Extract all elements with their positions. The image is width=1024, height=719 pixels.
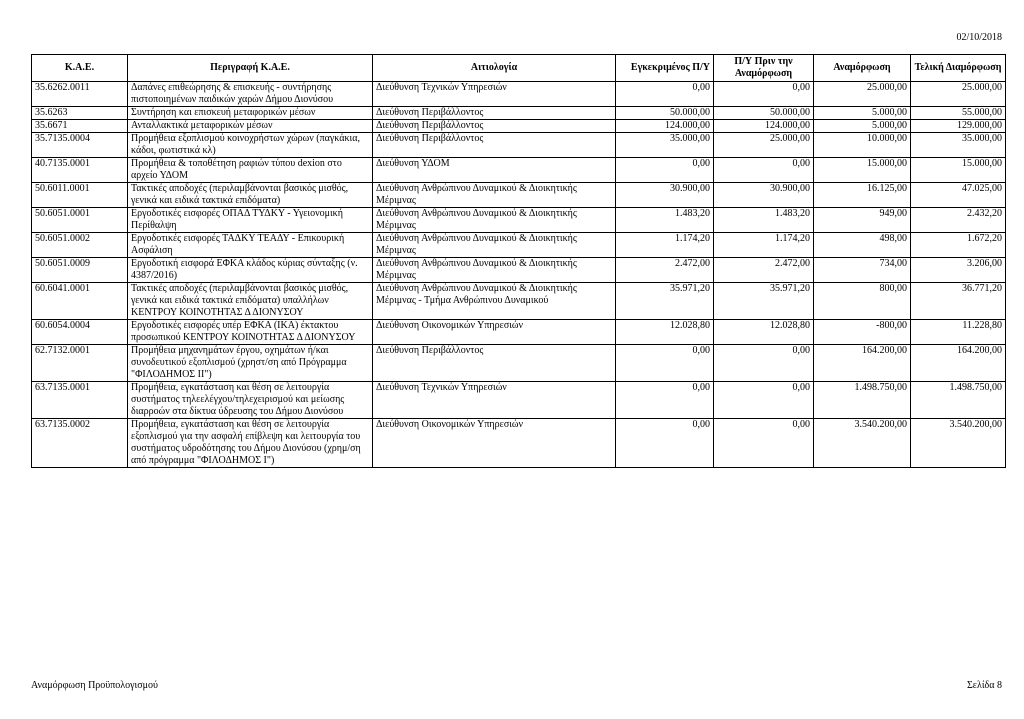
budget-table (31, 54, 1006, 468)
cell-change: 800,00 (814, 283, 911, 320)
table-row (32, 183, 1006, 208)
header-kae: Κ.Α.Ε. (32, 55, 128, 82)
cell-change: 1.498.750,00 (814, 382, 911, 419)
cell-approved: 0,00 (616, 382, 714, 419)
table-header-row (32, 55, 1006, 82)
cell-reason: Διεύθυνση Τεχνικών Υπηρεσιών (373, 82, 616, 107)
cell-approved: 30.900,00 (616, 183, 714, 208)
cell-change: -800,00 (814, 320, 911, 345)
cell-kae: 50.6011.0001 (32, 183, 128, 208)
cell-description: Τακτικές αποδοχές (περιλαμβάνονται βασικός μισθός, γενικά και ειδικά τακτικά επιδόματα) υπαλλήλων ΚΕΝΤΡΟΥ ΚΟΙΝΟΤΗΤΑΣ Δ ΔΙΟΝΥΣΟΥ (128, 283, 373, 320)
cell-kae: 50.6051.0002 (32, 233, 128, 258)
document-date: 02/10/2018 (956, 32, 1002, 43)
cell-before: 35.971,20 (714, 283, 814, 320)
cell-kae: 60.6041.0001 (32, 283, 128, 320)
cell-final: 47.025,00 (911, 183, 1006, 208)
table-row (32, 208, 1006, 233)
cell-before: 0,00 (714, 419, 814, 468)
cell-kae: 35.6671 (32, 120, 128, 133)
cell-before: 1.174,20 (714, 233, 814, 258)
cell-change: 3.540.200,00 (814, 419, 911, 468)
cell-approved: 0,00 (616, 419, 714, 468)
header-final: Τελική Διαμόρφωση (911, 55, 1006, 82)
cell-change: 498,00 (814, 233, 911, 258)
cell-change: 949,00 (814, 208, 911, 233)
cell-final: 129.000,00 (911, 120, 1006, 133)
cell-before: 30.900,00 (714, 183, 814, 208)
cell-final: 55.000,00 (911, 107, 1006, 120)
table-row (32, 120, 1006, 133)
cell-before: 0,00 (714, 382, 814, 419)
cell-kae: 35.6262.0011 (32, 82, 128, 107)
cell-description: Προμήθεια, εγκατάσταση και θέση σε λειτουργία εξοπλισμού για την ασφαλή επίβλεψη και λειτουργία του συστήματος υδροδότησης του Δήμου Διονύσου (χρημ/ση από πρόγραμμα "ΦΙΛΟΔΗΜΟΣ Ι") (128, 419, 373, 468)
cell-change: 10.000,00 (814, 133, 911, 158)
cell-kae: 63.7135.0002 (32, 419, 128, 468)
cell-change: 5.000,00 (814, 120, 911, 133)
table-row (32, 107, 1006, 120)
cell-reason: Διεύθυνση Περιβάλλοντος (373, 345, 616, 382)
cell-change: 15.000,00 (814, 158, 911, 183)
cell-description: Προμήθεια, εγκατάσταση και θέση σε λειτουργία συστήματος τηλεελέγχου/τηλεχειρισμού και μείωσης διαρροών στα δίκτυα ύδρευσης του Δήμου Διονύσου (128, 382, 373, 419)
cell-kae: 35.6263 (32, 107, 128, 120)
cell-change: 734,00 (814, 258, 911, 283)
cell-reason: Διεύθυνση Ανθρώπινου Δυναμικού & Διοικητικής Μέριμνας (373, 258, 616, 283)
cell-description: Προμήθεια μηχανημάτων έργου, οχημάτων ή/και συνοδευτικού εξοπλισμού (χρηστ/ση από Πρόγραμμα "ΦΙΛΟΔΗΜΟΣ ΙΙ") (128, 345, 373, 382)
cell-before: 50.000,00 (714, 107, 814, 120)
header-change: Αναμόρφωση (814, 55, 911, 82)
cell-before: 124.000,00 (714, 120, 814, 133)
cell-final: 25.000,00 (911, 82, 1006, 107)
cell-final: 3.540.200,00 (911, 419, 1006, 468)
cell-before: 1.483,20 (714, 208, 814, 233)
page-number: Σελίδα 8 (966, 680, 1002, 691)
cell-change: 16.125,00 (814, 183, 911, 208)
table-row (32, 158, 1006, 183)
table-row (32, 233, 1006, 258)
cell-approved: 0,00 (616, 82, 714, 107)
header-approved: Εγκεκριμένος Π/Υ (616, 55, 714, 82)
cell-reason: Διεύθυνση Τεχνικών Υπηρεσιών (373, 382, 616, 419)
footer-title: Αναμόρφωση Προϋπολογισμού (31, 680, 158, 691)
cell-kae: 40.7135.0001 (32, 158, 128, 183)
table-row (32, 283, 1006, 320)
cell-change: 5.000,00 (814, 107, 911, 120)
cell-reason: Διεύθυνση Ανθρώπινου Δυναμικού & Διοικητικής Μέριμνας (373, 208, 616, 233)
cell-approved: 2.472,00 (616, 258, 714, 283)
cell-approved: 50.000,00 (616, 107, 714, 120)
cell-change: 164.200,00 (814, 345, 911, 382)
cell-final: 164.200,00 (911, 345, 1006, 382)
cell-approved: 1.483,20 (616, 208, 714, 233)
cell-reason: Διεύθυνση Περιβάλλοντος (373, 107, 616, 120)
cell-kae: 60.6054.0004 (32, 320, 128, 345)
cell-reason: Διεύθυνση Ανθρώπινου Δυναμικού & Διοικητικής Μέριμνας (373, 183, 616, 208)
cell-kae: 62.7132.0001 (32, 345, 128, 382)
cell-kae: 50.6051.0001 (32, 208, 128, 233)
cell-approved: 35.000,00 (616, 133, 714, 158)
cell-reason: Διεύθυνση Οικονομικών Υπηρεσιών (373, 320, 616, 345)
table-row (32, 419, 1006, 468)
cell-final: 15.000,00 (911, 158, 1006, 183)
cell-approved: 0,00 (616, 345, 714, 382)
cell-approved: 12.028,80 (616, 320, 714, 345)
table-row (32, 382, 1006, 419)
cell-final: 1.498.750,00 (911, 382, 1006, 419)
header-before: Π/Υ Πριν την Αναμόρφωση (714, 55, 814, 82)
cell-description: Ανταλλακτικά μεταφορικών μέσων (128, 120, 373, 133)
cell-before: 25.000,00 (714, 133, 814, 158)
cell-kae: 63.7135.0001 (32, 382, 128, 419)
cell-final: 11.228,80 (911, 320, 1006, 345)
cell-final: 35.000,00 (911, 133, 1006, 158)
cell-description: Τακτικές αποδοχές (περιλαμβάνονται βασικός μισθός, γενικά και ειδικά τακτικά επιδόματα) (128, 183, 373, 208)
cell-before: 0,00 (714, 345, 814, 382)
cell-final: 2.432,20 (911, 208, 1006, 233)
cell-before: 0,00 (714, 82, 814, 107)
cell-description: Προμήθεια & τοποθέτηση ραφιών τύπου dexion στο αρχείο ΥΔΟΜ (128, 158, 373, 183)
cell-approved: 35.971,20 (616, 283, 714, 320)
cell-reason: Διεύθυνση ΥΔΟΜ (373, 158, 616, 183)
cell-final: 36.771,20 (911, 283, 1006, 320)
cell-change: 25.000,00 (814, 82, 911, 107)
cell-kae: 35.7135.0004 (32, 133, 128, 158)
cell-description: Δαπάνες επιθεώρησης & επισκευής - συντήρησης πιστοποιημένων παιδικών χαρών Δήμου Διονύσου (128, 82, 373, 107)
cell-description: Εργοδοτικές εισφορές ΟΠΑΔ ΤΥΔΚΥ - Υγειονομική Περίθαλψη (128, 208, 373, 233)
cell-kae: 50.6051.0009 (32, 258, 128, 283)
cell-reason: Διεύθυνση Οικονομικών Υπηρεσιών (373, 419, 616, 468)
cell-reason: Διεύθυνση Ανθρώπινου Δυναμικού & Διοικητικής Μέριμνας - Τμήμα Ανθρώπινου Δυναμικού (373, 283, 616, 320)
cell-before: 0,00 (714, 158, 814, 183)
cell-before: 12.028,80 (714, 320, 814, 345)
cell-before: 2.472,00 (714, 258, 814, 283)
table-row (32, 82, 1006, 107)
header-description: Περιγραφή Κ.Α.Ε. (128, 55, 373, 82)
table-row (32, 258, 1006, 283)
cell-description: Συντήρηση και επισκευή μεταφορικών μέσων (128, 107, 373, 120)
cell-description: Εργοδοτικές εισφορές υπέρ ΕΦΚΑ (ΙΚΑ) έκτακτου προσωπικού ΚΕΝΤΡΟΥ ΚΟΙΝΟΤΗΤΑΣ Δ ΔΙΟΝΥΣΟΥ (128, 320, 373, 345)
cell-final: 3.206,00 (911, 258, 1006, 283)
table-row (32, 320, 1006, 345)
table-row (32, 345, 1006, 382)
cell-approved: 0,00 (616, 158, 714, 183)
cell-description: Εργοδοτική εισφορά ΕΦΚΑ κλάδος κύριας σύνταξης (ν. 4387/2016) (128, 258, 373, 283)
header-reason: Αιτιολογία (373, 55, 616, 82)
cell-description: Προμήθεια εξοπλισμού κοινοχρήστων χώρων (παγκάκια, κάδοι, φωτιστικά κλ) (128, 133, 373, 158)
table-row (32, 133, 1006, 158)
cell-description: Εργοδοτικές εισφορές ΤΑΔΚΥ ΤΕΑΔΥ - Επικουρική Ασφάλιση (128, 233, 373, 258)
cell-approved: 124.000,00 (616, 120, 714, 133)
cell-approved: 1.174,20 (616, 233, 714, 258)
cell-reason: Διεύθυνση Περιβάλλοντος (373, 120, 616, 133)
cell-reason: Διεύθυνση Περιβάλλοντος (373, 133, 616, 158)
cell-reason: Διεύθυνση Ανθρώπινου Δυναμικού & Διοικητικής Μέριμνας (373, 233, 616, 258)
cell-final: 1.672,20 (911, 233, 1006, 258)
